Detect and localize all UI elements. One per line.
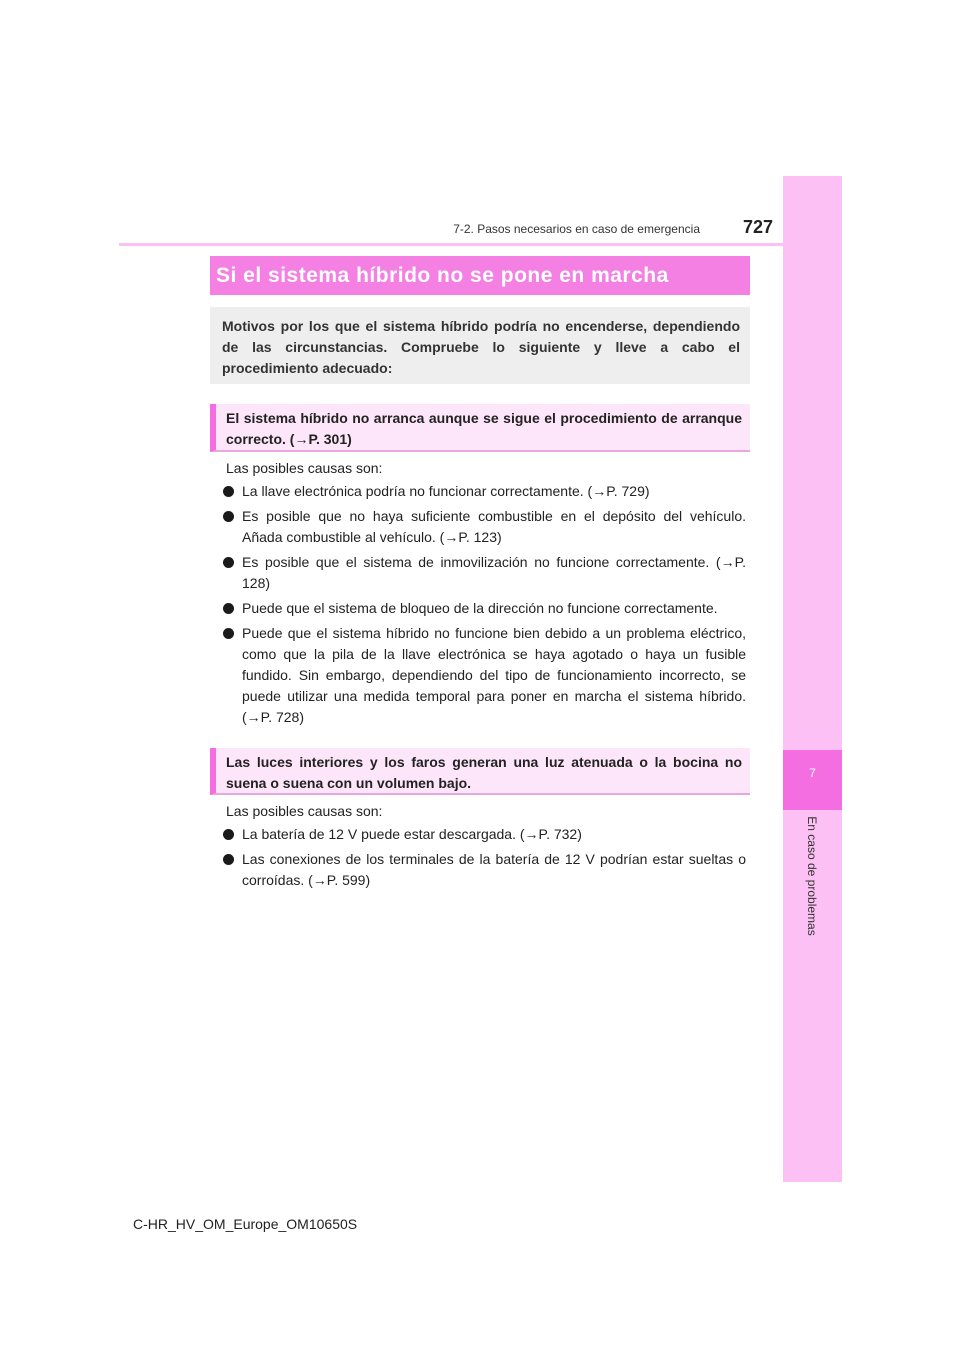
page-title: Si el sistema híbrido no se pone en marcha	[210, 256, 750, 295]
bullet-icon	[223, 628, 234, 639]
section-heading-2: Las luces interiores y los faros generan una luz atenuada o la bocina no suena o suena con un volumen bajo.	[210, 748, 750, 795]
list-item: Es posible que el sistema de inmovilización no funcione correctamente. (→P. 128)	[222, 552, 746, 594]
chapter-side-tab	[783, 176, 842, 1182]
intro-box: Motivos por los que el sistema híbrido podría no encenderse, dependiendo de las circunstancias. Compruebe lo siguiente y lleve a cabo el procedimiento adecuado:	[210, 307, 750, 384]
chapter-tab-marker	[783, 750, 842, 810]
list-item: Las conexiones de los terminales de la batería de 12 V podrían estar sueltas o corroídas. (→P. 599)	[222, 849, 746, 891]
list-item: Es posible que no haya suficiente combustible en el depósito del vehículo. Añada combustible al vehículo. (→P. 123)	[222, 506, 746, 548]
section-lead-2: Las posibles causas son:	[226, 803, 383, 819]
bullet-icon	[223, 511, 234, 522]
header-divider	[119, 243, 783, 246]
bullet-icon	[223, 829, 234, 840]
section-lead-1: Las posibles causas son:	[226, 460, 383, 476]
bullet-icon	[223, 854, 234, 865]
document-code: C-HR_HV_OM_Europe_OM10650S	[133, 1216, 358, 1232]
chapter-label: En caso de problemas	[805, 816, 819, 936]
cause-list-2	[222, 824, 746, 895]
chapter-number: 7	[809, 766, 816, 780]
page-number: 727	[742, 217, 773, 237]
list-item: Puede que el sistema híbrido no funcione bien debido a un problema eléctrico, como que la pila de la llave electrónica se haya agotado o haya un fusible fundido. Sin embargo, dependiendo del tipo de funcionamiento incorrecto, se puede utilizar una medida temporal para poner en marcha el sistema híbrido. (→P. 728)	[222, 623, 746, 728]
bullet-icon	[223, 603, 234, 614]
bullet-icon	[223, 557, 234, 568]
bullet-icon	[223, 486, 234, 497]
list-item: La batería de 12 V puede estar descargada. (→P. 732)	[222, 824, 746, 845]
list-item: La llave electrónica podría no funcionar correctamente. (→P. 729)	[222, 481, 746, 502]
cause-list-1	[222, 481, 746, 732]
list-item: Puede que el sistema de bloqueo de la dirección no funcione correctamente.	[222, 598, 746, 619]
section-heading-1: El sistema híbrido no arranca aunque se sigue el procedimiento de arranque correcto. (→P. 301)	[210, 404, 750, 452]
section-reference: 7-2. Pasos necesarios en caso de emergencia	[453, 222, 700, 236]
